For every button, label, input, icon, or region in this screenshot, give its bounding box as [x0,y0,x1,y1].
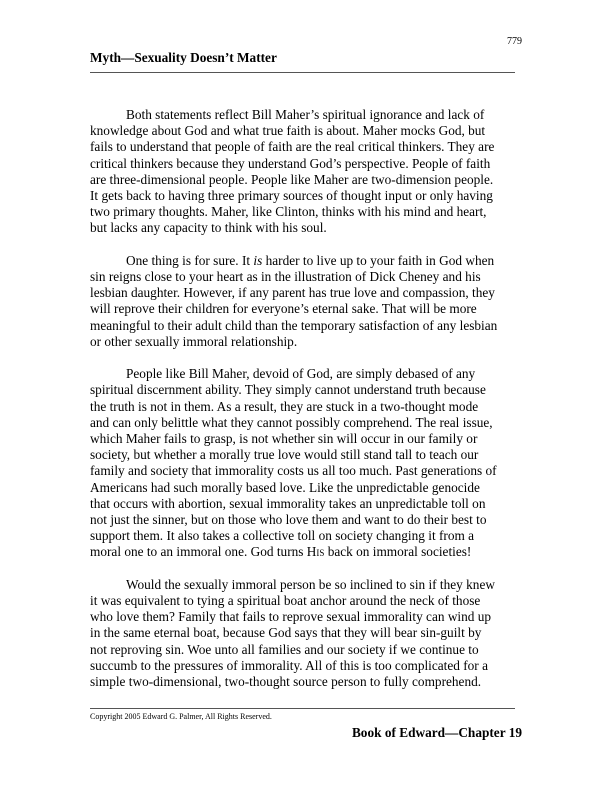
paragraph-line: Both statements reflect Bill Maher’s spiritual ignorance and lack of [126,107,485,122]
text-run: moral one to an immoral one. God turns [90,544,307,560]
body-text [90,107,522,706]
footer-divider [90,708,515,709]
paragraph-line: it was equivalent to tying a spiritual boat anchor around the neck of those [90,593,481,609]
text-run: One thing is for sure. It [126,252,254,268]
paragraph-line: will reprove their children for everyone’s eternal sake. That will be more [90,301,477,317]
paragraph-line: It gets back to having three primary sources of thought input or only having [90,188,493,204]
paragraph-line: in the same eternal boat, because God says that they will bear sin-guilt by [90,625,482,641]
paragraph-line: People like Bill Maher, devoid of God, are simply debased of any [126,366,476,382]
paragraph-line: knowledge about God and what true faith is about. Maher mocks God, but [90,123,486,139]
paragraph-line: support them. It also takes a collective toll on society changing it from a [90,528,475,544]
paragraph-line: are three-dimensional people. People like Maher are two-dimension people. [90,171,494,187]
paragraph-3 [90,366,522,560]
paragraph-line [90,253,522,269]
paragraph-line: lesbian daughter. However, if any parent has true love and compassion, they [90,285,495,301]
paragraph-line: Would the sexually immoral person be so inclined to sin if they knew [126,576,495,592]
paragraph-4 [90,577,522,690]
paragraph-line: but lacks any capacity to think with his soul. [90,220,327,236]
paragraph-line: not just the sinner, but on those who love them and want to do their best to [90,512,487,528]
emphasis-text: is [253,252,263,268]
running-footer-title: Book of Edward—Chapter 19 [351,725,522,740]
paragraph-line: fails to understand that people of faith are the real critical thinkers. They are [90,139,495,155]
paragraph-line: simple two-dimensional, two-thought source person to fully comprehend. [90,674,482,690]
running-header-title: Myth—Sexuality Doesn’t Matter [90,50,277,65]
paragraph-1 [90,107,522,237]
paragraph-line: and can only belittle what they cannot possibly comprehend. The real issue, [90,414,493,430]
copyright-notice: Copyright 2005 Edward G. Palmer, All Rights Reserved. [90,712,272,721]
small-caps-text: His [306,544,325,560]
paragraph-line: family and society that immorality costs us all too much. Past generations of [90,463,497,479]
paragraph-line: who love them? Family that fails to reprove sexual immorality can wind up [90,609,492,625]
paragraph-line: sin reigns close to your heart as in the illustration of Dick Cheney and his [90,269,481,285]
paragraph-line: society, but whether a morally true love would still stand tall to teach our [90,447,479,463]
paragraph-line: critical thinkers because they understand God’s perspective. People of faith [90,155,491,171]
paragraph-line: spiritual discernment ability. They simply cannot understand truth because [90,382,486,398]
paragraph-2 [90,253,522,350]
paragraph-line: which Maher fails to grasp, is not whether sin will occur in our family or [90,431,478,447]
paragraph-line: succumb to the pressures of immorality. All of this is too complicated for a [90,657,488,673]
paragraph-line: not reproving sin. Woe unto all families and our society if we continue to [90,641,479,657]
page-number: 779 [507,36,522,47]
paragraph-line: that occurs with abortion, sexual immorality takes an unpredictable toll on [90,495,486,511]
paragraph-line: Americans had such morally based love. Like the unpredictable genocide [90,479,480,495]
text-run: back on immoral societies! [324,544,472,560]
paragraph-line: the truth is not in them. As a result, they are stuck in a two-thought mode [90,398,479,414]
paragraph-line [90,544,522,560]
header-divider [90,72,515,73]
text-run: harder to live up to your faith in God when [262,252,495,268]
paragraph-line: or other sexually immoral relationship. [90,333,298,349]
paragraph-line: two primary thoughts. Maher, like Clinton, thinks with his mind and heart, [90,204,487,220]
paragraph-line: meaningful to their adult child than the temporary satisfaction of any lesbian [90,317,498,333]
